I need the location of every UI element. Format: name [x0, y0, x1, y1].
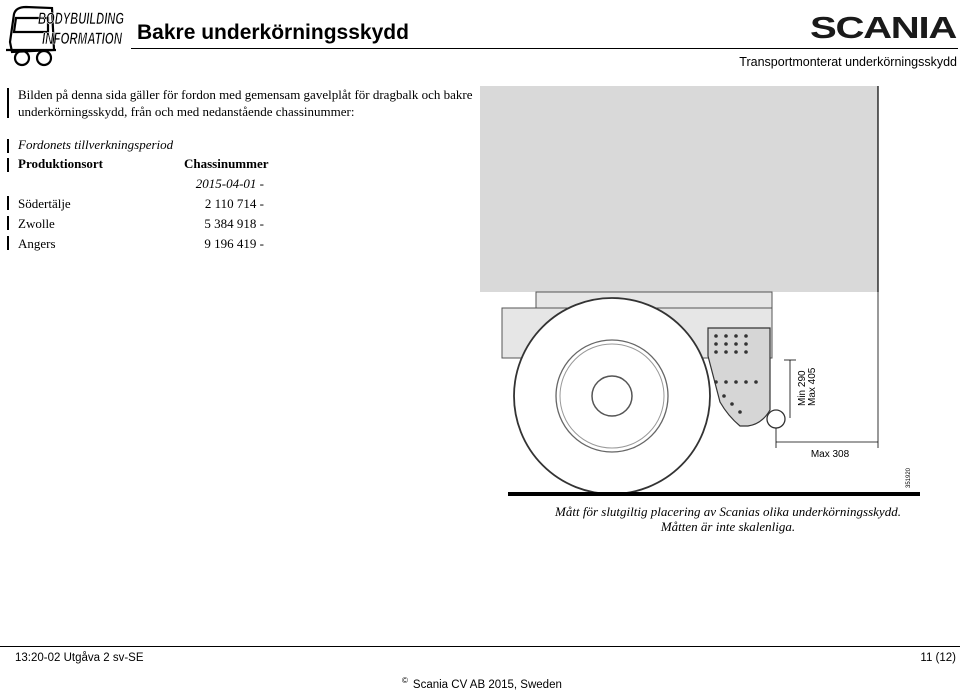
mounting-hole: [734, 342, 738, 346]
mounting-hole: [724, 342, 728, 346]
copyright-symbol: ©: [402, 676, 408, 685]
table-row-chassis: 9 196 419 -: [204, 236, 264, 251]
mounting-hole: [724, 350, 728, 354]
figure-id: 351920: [906, 467, 912, 488]
column-header-place: Produktionsort: [18, 156, 103, 171]
table-row-chassis: 5 384 918 -: [204, 216, 264, 231]
logo-line1: BODYBUILDING: [38, 9, 124, 28]
truck-body: [480, 86, 878, 292]
mounting-hole: [744, 350, 748, 354]
mounting-hole: [754, 380, 758, 384]
mounting-hole: [730, 402, 734, 406]
mounting-hole: [744, 380, 748, 384]
table-row-place: Södertälje: [18, 196, 71, 211]
footer-divider: [0, 646, 960, 647]
title-divider: [131, 48, 958, 49]
underrun-protection-drawing: [480, 86, 920, 506]
mounting-hole: [722, 394, 726, 398]
column-header-chassis: Chassinummer: [184, 156, 269, 171]
wheel-hub: [592, 376, 632, 416]
change-bar: [7, 158, 9, 172]
mounting-hole: [714, 334, 718, 338]
change-bar: [7, 88, 9, 118]
change-bar: [7, 196, 9, 210]
page-title: Bakre underkörningsskydd: [137, 21, 409, 44]
mounting-hole: [714, 380, 718, 384]
dimension-max-308: Max 308: [810, 449, 850, 460]
logo-line2: INFORMATION: [42, 29, 123, 48]
underrun-bar: [767, 410, 785, 428]
page-subtitle: Transportmonterat underkörningsskydd: [739, 55, 957, 69]
page-number: 11 (12): [920, 652, 956, 664]
copyright-text: Scania CV AB 2015, Sweden: [412, 679, 562, 691]
table-row-place: Zwolle: [18, 216, 55, 231]
intro-paragraph: Bilden på denna sida gäller för fordon med gemensam gavelplåt för dragbalk och bakre underkörningsskydd, från och med nedanstående chassinummer:: [18, 87, 473, 119]
date-row: 2015-04-01 -: [195, 176, 264, 191]
change-bar: [7, 236, 9, 250]
mounting-hole: [744, 334, 748, 338]
figure-caption: [508, 504, 948, 534]
change-bar: [7, 216, 9, 230]
mounting-hole: [734, 334, 738, 338]
mounting-hole: [714, 342, 718, 346]
frame-member: [536, 292, 772, 308]
mounting-hole: [734, 380, 738, 384]
mounting-hole: [724, 334, 728, 338]
mounting-hole: [714, 350, 718, 354]
mounting-hole: [738, 410, 742, 414]
copyright-notice: [402, 676, 562, 691]
caption-line-1: Mått för slutgiltig placering av Scanias olika underkörningsskydd.: [555, 504, 901, 519]
scania-logo: [808, 10, 958, 44]
ground-line: [508, 492, 920, 496]
caption-line-2: Måtten är inte skalenliga.: [660, 519, 796, 534]
change-bar: [7, 139, 9, 153]
scania-wordmark: SCANIA: [810, 10, 957, 45]
table-row-chassis: 2 110 714 -: [204, 196, 264, 211]
mounting-hole: [744, 342, 748, 346]
mounting-hole: [734, 350, 738, 354]
mounting-hole: [724, 380, 728, 384]
dimension-min-290: Min 290: [797, 370, 808, 406]
dimension-max-405: Max 405: [807, 367, 818, 406]
document-reference: 13:20-02 Utgåva 2 sv-SE: [15, 652, 144, 664]
bodybuilding-information-logo: [4, 2, 128, 72]
period-label: Fordonets tillverkningsperiod: [18, 137, 174, 152]
table-row-place: Angers: [18, 236, 56, 251]
